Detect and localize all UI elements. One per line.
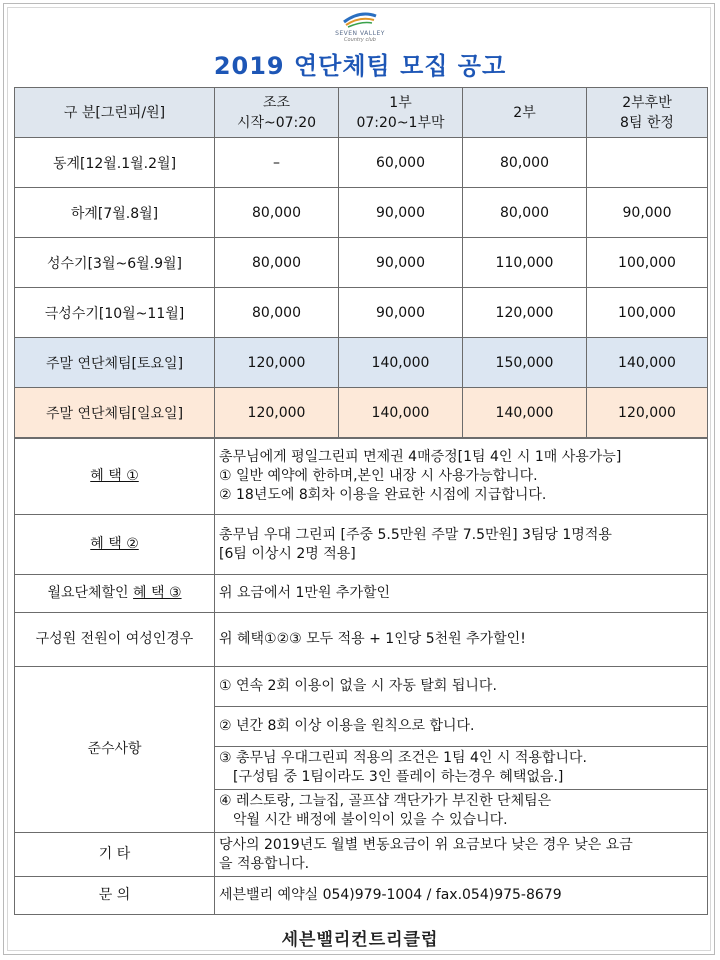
price-cell: 90,000 (587, 188, 708, 238)
rule-2: ② 년간 8회 이상 이용을 원칙으로 합니다. (215, 707, 708, 747)
rule-row (15, 667, 708, 707)
price-cell: 90,000 (339, 288, 463, 338)
price-cell: 80,000 (463, 138, 587, 188)
rule-4: ④ 레스토랑, 그늘집, 골프샵 객단가가 부진한 단체팀은 악월 시간 배정에 불이익이 있을 수 있습니다. (215, 790, 708, 833)
etc-label: 기 타 (15, 833, 215, 877)
benefit-3-label: 월요단체할인 혜 택 ③ (15, 575, 215, 613)
table-row (15, 188, 708, 238)
etc-text: 당사의 2019년도 월별 변동요금이 위 요금보다 낮은 경우 낮은 요금 을 적용합니다. (215, 833, 708, 877)
header-part1: 1부 07:20~1부막 (339, 88, 463, 138)
table-row (15, 288, 708, 338)
price-cell: 120,000 (587, 388, 708, 438)
table-header-row (15, 88, 708, 138)
women-row (15, 613, 708, 667)
price-cell (587, 138, 708, 188)
contact-text: 세븐밸리 예약실 054)979-1004 / fax.054)975-8679 (215, 877, 708, 915)
price-cell: 100,000 (587, 238, 708, 288)
benefit-1-label: 혜 택 ① (15, 439, 215, 515)
price-cell: 110,000 (463, 238, 587, 288)
header-part2: 2부 (463, 88, 587, 138)
price-cell: 140,000 (339, 338, 463, 388)
club-logo (330, 8, 390, 44)
benefit-1-text: 총무님에게 평일그린피 면제권 4매증정[1팀 4인 시 1매 사용가능] ① 일반 예약에 한하며,본인 내장 시 사용가능합니다. ② 18년도에 8회차 이용을 완료한 시점에 지급합니다. (215, 439, 708, 515)
price-cell: – (215, 138, 339, 188)
row-label: 주말 연단체팀[일요일] (15, 388, 215, 438)
row-label: 주말 연단체팀[토요일] (15, 338, 215, 388)
price-cell: 140,000 (463, 388, 587, 438)
row-label: 동계[12월.1월.2월] (15, 138, 215, 188)
benefit-2-text: 총무님 우대 그린피 [주중 5.5만원 주말 7.5만원] 3팀당 1명적용 [6팀 이상시 2명 적용] (215, 515, 708, 575)
footer-club-name: 세븐밸리컨트리클럽 (281, 930, 439, 950)
benefit-2-label: 혜 택 ② (15, 515, 215, 575)
benefit-1-row (15, 439, 708, 515)
price-cell: 120,000 (215, 388, 339, 438)
price-cell: 60,000 (339, 138, 463, 188)
rule-3: ③ 총무님 우대그린피 적용의 조건은 1팀 4인 시 적용합니다. [구성팀 중 1팀이라도 3인 플레이 하는경우 혜택없음.] (215, 747, 708, 790)
header-early: 조조 시작~07:20 (215, 88, 339, 138)
header-part2-late: 2부후반 8팀 한정 (587, 88, 708, 138)
logo-swoosh-icon (340, 8, 380, 28)
price-cell: 120,000 (463, 288, 587, 338)
price-cell: 80,000 (215, 238, 339, 288)
price-cell: 100,000 (587, 288, 708, 338)
table-row (15, 238, 708, 288)
price-cell: 90,000 (339, 238, 463, 288)
price-cell: 80,000 (215, 288, 339, 338)
benefit-2-row (15, 515, 708, 575)
contact-row (15, 877, 708, 915)
table-row-saturday (15, 338, 708, 388)
logo-name: SEVEN VALLEY (335, 30, 385, 37)
price-cell: 90,000 (339, 188, 463, 238)
row-label: 성수기[3월~6월.9월] (15, 238, 215, 288)
logo-subtitle: Country club (344, 37, 376, 43)
table-row-sunday (15, 388, 708, 438)
price-cell: 80,000 (215, 188, 339, 238)
price-cell: 120,000 (215, 338, 339, 388)
rules-label: 준수사항 (15, 667, 215, 833)
women-label: 구성원 전원이 여성인경우 (15, 613, 215, 667)
contact-label: 문 의 (15, 877, 215, 915)
table-row (15, 138, 708, 188)
rule-1: ① 연속 2회 이용이 없을 시 자동 탈회 됩니다. (215, 667, 708, 707)
header-category: 구 분[그린피/원] (15, 88, 215, 138)
benefit-3-row (15, 575, 708, 613)
price-cell: 150,000 (463, 338, 587, 388)
benefit-3-text: 위 요금에서 1만원 추가할인 (215, 575, 708, 613)
row-label: 하계[7월.8월] (15, 188, 215, 238)
price-cell: 140,000 (587, 338, 708, 388)
row-label: 극성수기[10월~11월] (15, 288, 215, 338)
price-cell: 140,000 (339, 388, 463, 438)
etc-row (15, 833, 708, 877)
women-text: 위 혜택①②③ 모두 적용 + 1인당 5천원 추가할인! (215, 613, 708, 667)
page-title: 2019 연단체팀 모집 공고 (213, 52, 507, 80)
green-fee-table (14, 87, 708, 438)
price-cell: 80,000 (463, 188, 587, 238)
benefits-table (14, 438, 708, 915)
